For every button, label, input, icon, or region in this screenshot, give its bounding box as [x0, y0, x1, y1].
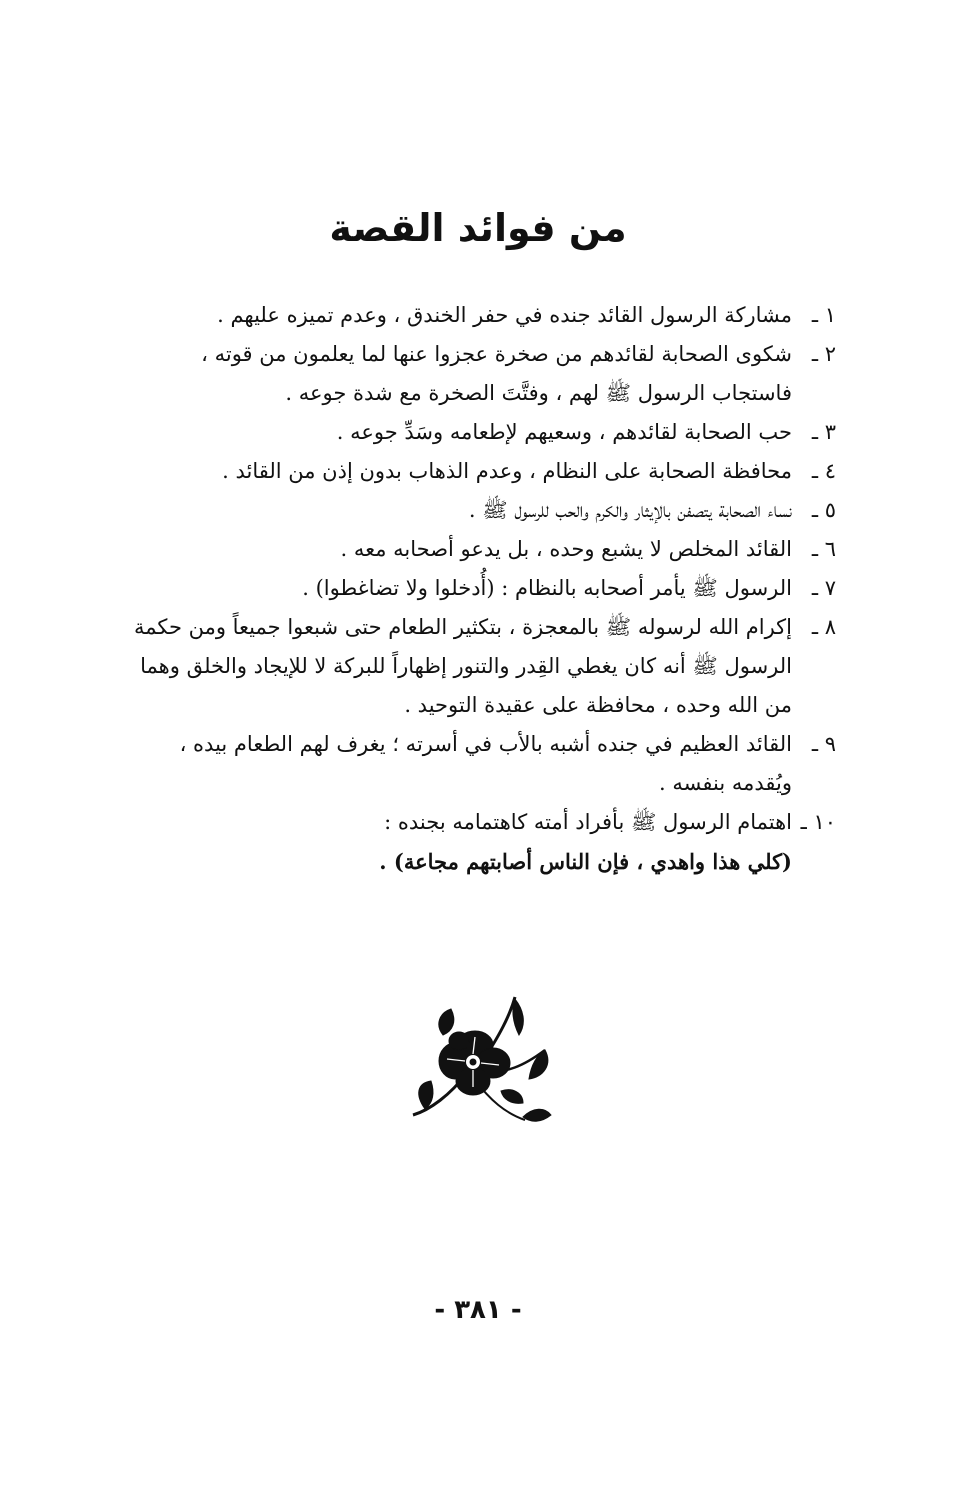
- list-item: [131, 608, 836, 725]
- list-item: [131, 725, 836, 803]
- flower-ornament-icon: [405, 995, 555, 1130]
- list-item: [131, 335, 836, 413]
- item-number: ٦ ـ: [811, 537, 836, 561]
- item-text: الرسول ﷺ يأمر أصحابه بالنظام : (أُدخلوا ولا تضاغطوا) .: [302, 576, 792, 600]
- item-text: مشاركة الرسول القائد جنده في حفر الخندق ، وعدم تميزه عليهم .: [217, 303, 792, 327]
- list-item: [131, 803, 836, 842]
- item-number: ٤ ـ: [811, 459, 836, 483]
- item-text: إكرام الله لرسوله ﷺ بالمعجزة ، بتكثير الطعام حتى شبعوا جميعاً ومن حكمة الرسول ﷺ أنه كان يغطي القِدر والتنور إظهاراً للبركة لا للإيجاد والخلق وهما من الله وحده ، محافظة على عقيدة التوحيد .: [133, 615, 792, 717]
- benefits-list: [131, 296, 836, 881]
- item-number: ٥ ـ: [811, 498, 836, 522]
- page-number: - ٣٨١ -: [434, 1295, 522, 1325]
- item-number: ٩ ـ: [811, 732, 836, 756]
- item-text: حب الصحابة لقائدهم ، وسعيهم لإطعامه وسَدِّ جوعه .: [336, 420, 792, 444]
- list-item: [131, 413, 836, 452]
- item-number: ١٠ ـ: [800, 810, 836, 834]
- list-item: [131, 491, 836, 530]
- item-number: ١ ـ: [811, 303, 836, 327]
- item-text: القائد العظيم في جنده أشبه بالأب في أسرته ؛ يغرف لهم الطعام بيده ، ويُقدمه بنفسه .: [179, 732, 792, 795]
- item-number: ٨ ـ: [811, 615, 836, 639]
- item-text: نساء الصحابة يتصفن بالإيثار والكرم والحب للرسول ﷺ .: [468, 498, 792, 522]
- list-item: [131, 569, 836, 608]
- list-item: [131, 452, 836, 491]
- list-item: [131, 530, 836, 569]
- item-text: القائد المخلص لا يشبع وحده ، بل يدعو أصحابه معه .: [340, 537, 792, 561]
- item-number: ٣ ـ: [811, 420, 836, 444]
- item-text: محافظة الصحابة على النظام ، وعدم الذهاب بدون إذن من القائد .: [222, 459, 792, 483]
- quote-text: (كلي هذا واهدي ، فإن الناس أصابتهم مجاعة) .: [379, 849, 792, 874]
- item-number: ٧ ـ: [811, 576, 836, 600]
- item-text: اهتمام الرسول ﷺ بأفراد أمته كاهتمامه بجنده :: [384, 810, 792, 834]
- page-title: من فوائد القصة: [329, 206, 627, 250]
- item-text: شكوى الصحابة لقائدهم من صخرة عجزوا عنها لما يعلمون من قوته ، فاستجاب الرسول ﷺ لهم ، وفتَّتَ الصخرة مع شدة جوعه .: [201, 342, 792, 405]
- item-number: ٢ ـ: [811, 342, 836, 366]
- list-item: [131, 296, 836, 335]
